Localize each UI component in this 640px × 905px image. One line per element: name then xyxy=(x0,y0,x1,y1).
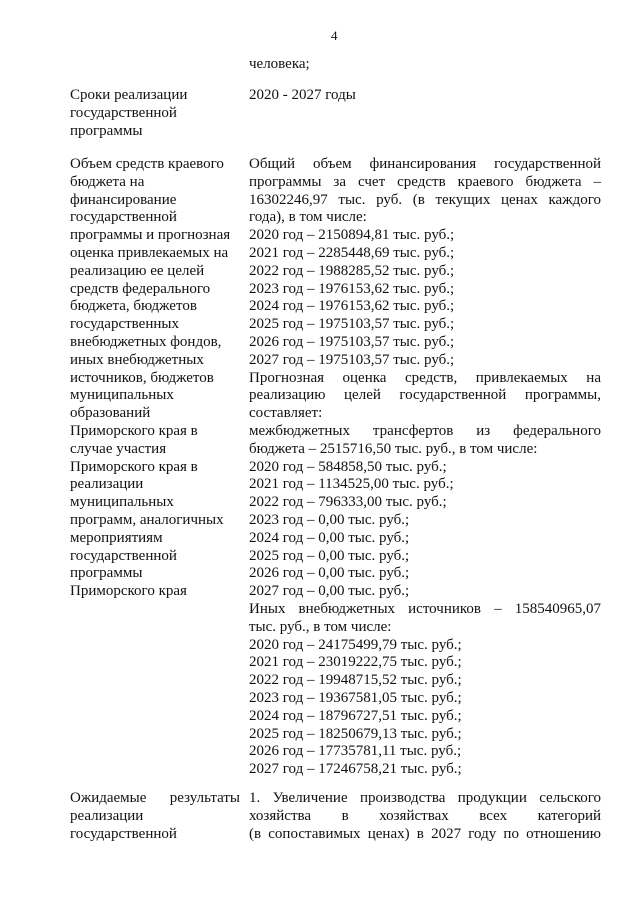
funding-value-line: Иных внебюджетных источников – 158540965,07 xyxy=(249,600,601,617)
funding-label-line: образований xyxy=(70,405,151,422)
funding-label-line: реализации xyxy=(70,476,144,493)
funding-value-line: 2023 год – 0,00 тыс. руб.; xyxy=(249,511,410,528)
funding-label-line: государственных xyxy=(70,316,179,333)
page-number: 4 xyxy=(331,28,338,43)
results-label-line: реализации xyxy=(70,807,144,824)
funding-value-line: 2026 год – 1975103,57 тыс. руб.; xyxy=(249,333,455,350)
terms-label-line: государственной xyxy=(70,104,177,121)
results-label xyxy=(70,790,240,843)
terms-label-line: Сроки реализации xyxy=(70,87,188,103)
funding-value-line: 2024 год – 1976153,62 тыс. руб.; xyxy=(249,298,455,315)
terms-value: 2020 - 2027 годы xyxy=(249,87,356,103)
funding-label-line: муниципальных xyxy=(70,494,174,511)
funding-value-line: 2025 год – 0,00 тыс. руб.; xyxy=(249,547,410,564)
funding-label-line: государственной xyxy=(70,209,177,226)
funding-value-line: 2027 год – 1975103,57 тыс. руб.; xyxy=(249,351,455,368)
terms-label xyxy=(70,87,240,140)
results-label-line: Ожидаемые результаты xyxy=(70,790,240,806)
funding-value-line: тыс. руб., в том числе: xyxy=(249,618,392,635)
funding-value-line: 2027 год – 0,00 тыс. руб.; xyxy=(249,583,410,600)
funding-value-line: бюджета – 2515716,50 тыс. руб., в том числе: xyxy=(249,440,538,457)
funding-value-line: 2026 год – 17735781,11 тыс. руб.; xyxy=(249,743,462,760)
funding-label-line: средств федерального xyxy=(70,280,211,297)
funding-label-line: случае участия xyxy=(70,440,167,457)
funding-value-line: 2025 год – 1975103,57 тыс. руб.; xyxy=(249,316,455,333)
funding-value-line: межбюджетных трансфертов из федерального xyxy=(249,422,601,439)
results-value-line: (в сопоставимых ценах) в 2027 году по отношению xyxy=(249,825,601,842)
funding-label-line: Приморского края в xyxy=(70,458,198,475)
funding-label-line: муниципальных xyxy=(70,387,174,404)
funding-value-line: составляет: xyxy=(249,405,323,422)
funding-value-line: 2022 год – 19948715,52 тыс. руб.; xyxy=(249,672,462,689)
funding-value-line: 2024 год – 0,00 тыс. руб.; xyxy=(249,529,410,546)
funding-value-line: реализацию целей государственной программы, xyxy=(249,387,601,404)
funding-value-line: 2020 год – 584858,50 тыс. руб.; xyxy=(249,458,447,475)
funding-label-line: программы xyxy=(70,565,143,582)
funding-label-line: источников, бюджетов xyxy=(70,369,214,386)
funding-label-line: мероприятиям xyxy=(70,529,163,546)
funding-label-line: бюджета на xyxy=(70,173,145,190)
funding-value-line: 2021 год – 23019222,75 тыс. руб.; xyxy=(249,654,462,671)
funding-label-line: программ, аналогичных xyxy=(70,511,224,528)
funding-value-line: 2024 год – 18796727,51 тыс. руб.; xyxy=(249,707,462,724)
funding-value-line: 2022 год – 796333,00 тыс. руб.; xyxy=(249,494,447,511)
funding-value-line: 2022 год – 1988285,52 тыс. руб.; xyxy=(249,262,455,279)
terms-label-line: программы xyxy=(70,122,143,139)
funding-label-line: бюджета, бюджетов xyxy=(70,298,197,315)
funding-value-line: Прогнозная оценка средств, привлекаемых на xyxy=(249,369,601,386)
funding-label-line: иных внебюджетных xyxy=(70,351,204,368)
funding-value-line: 16302246,97 тыс. руб. (в текущих ценах каждого xyxy=(249,191,601,208)
funding-value-line: программы за счет средств краевого бюджета – xyxy=(249,173,601,190)
funding-value-line: года), в том числе: xyxy=(249,209,367,226)
funding-value-line: 2021 год – 2285448,69 тыс. руб.; xyxy=(249,244,455,261)
funding-value-line: 2023 год – 19367581,05 тыс. руб.; xyxy=(249,689,462,706)
funding-value-line: 2020 год – 2150894,81 тыс. руб.; xyxy=(249,227,455,244)
funding-label-line: финансирование xyxy=(70,191,177,208)
results-value xyxy=(249,790,601,843)
funding-label-line: Приморского края xyxy=(70,583,187,600)
results-label-line: государственной xyxy=(70,825,177,842)
funding-value-line: 2020 год – 24175499,79 тыс. руб.; xyxy=(249,636,462,653)
funding-value-line: Общий объем финансирования государственной xyxy=(249,156,601,172)
funding-label-line: реализацию ее целей xyxy=(70,262,205,279)
funding-label-line: оценка привлекаемых на xyxy=(70,244,229,261)
funding-label-line: государственной xyxy=(70,547,177,564)
funding-label xyxy=(70,156,240,601)
results-value-line: хозяйства в хозяйствах всех категорий xyxy=(249,807,601,824)
funding-value-line: 2021 год – 1134525,00 тыс. руб.; xyxy=(249,476,454,493)
funding-label-line: Приморского края в xyxy=(70,422,198,439)
funding-value-line: 2027 год – 17246758,21 тыс. руб.; xyxy=(249,761,462,778)
results-value-line: 1. Увеличение производства продукции сельского xyxy=(249,790,601,806)
funding-label-line: программы и прогнозная xyxy=(70,227,231,244)
funding-value-line: 2026 год – 0,00 тыс. руб.; xyxy=(249,565,410,582)
funding-value-line: 2025 год – 18250679,13 тыс. руб.; xyxy=(249,725,462,742)
funding-label-line: внебюджетных фондов, xyxy=(70,333,222,350)
funding-value xyxy=(249,156,601,779)
funding-label-line: Объем средств краевого xyxy=(70,156,224,172)
funding-value-line: 2023 год – 1976153,62 тыс. руб.; xyxy=(249,280,455,297)
continuation-text: человека; xyxy=(249,56,310,72)
